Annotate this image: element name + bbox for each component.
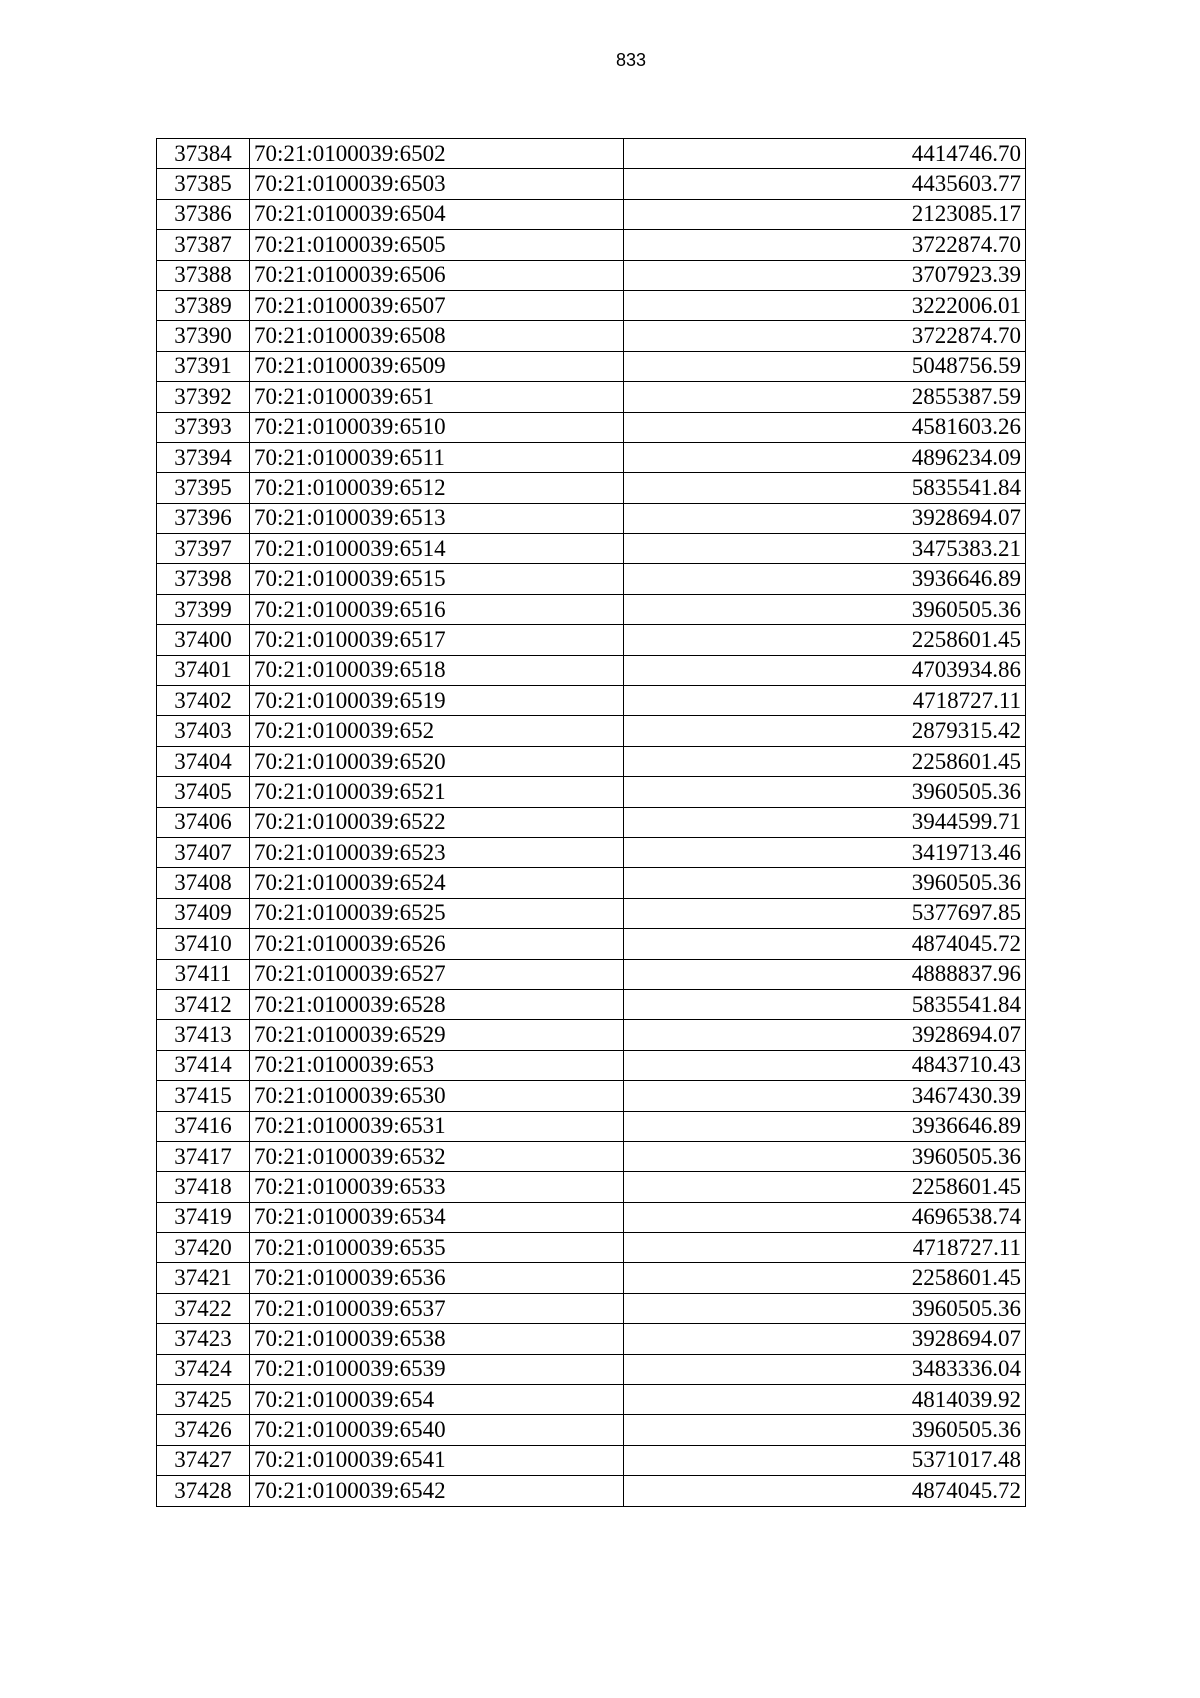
cadastral-number-cell: 70:21:0100039:6522 xyxy=(250,807,624,837)
row-number-cell: 37420 xyxy=(157,1233,250,1263)
cadastral-value-cell: 2123085.17 xyxy=(624,199,1026,229)
cadastral-value-cell: 4696538.74 xyxy=(624,1202,1026,1232)
cadastral-value-cell: 3928694.07 xyxy=(624,1324,1026,1354)
row-number-cell: 37391 xyxy=(157,351,250,381)
cadastral-number-cell: 70:21:0100039:6520 xyxy=(250,746,624,776)
table-row xyxy=(157,351,1026,381)
cadastral-value-cell: 5371017.48 xyxy=(624,1445,1026,1475)
row-number-cell: 37403 xyxy=(157,716,250,746)
table-row xyxy=(157,898,1026,928)
table-row xyxy=(157,1081,1026,1111)
table-row xyxy=(157,1354,1026,1384)
row-number-cell: 37392 xyxy=(157,382,250,412)
cadastral-value-cell: 5048756.59 xyxy=(624,351,1026,381)
table-row xyxy=(157,564,1026,594)
row-number-cell: 37411 xyxy=(157,959,250,989)
row-number-cell: 37398 xyxy=(157,564,250,594)
table-row xyxy=(157,199,1026,229)
row-number-cell: 37399 xyxy=(157,594,250,624)
cadastral-number-cell: 70:21:0100039:6528 xyxy=(250,989,624,1019)
table-body xyxy=(157,139,1026,1507)
row-number-cell: 37425 xyxy=(157,1385,250,1415)
cadastral-number-cell: 70:21:0100039:6504 xyxy=(250,199,624,229)
cadastral-number-cell: 70:21:0100039:6515 xyxy=(250,564,624,594)
row-number-cell: 37387 xyxy=(157,230,250,260)
table-row xyxy=(157,777,1026,807)
row-number-cell: 37389 xyxy=(157,290,250,320)
cadastral-number-cell: 70:21:0100039:6518 xyxy=(250,655,624,685)
cadastral-number-cell: 70:21:0100039:6533 xyxy=(250,1172,624,1202)
row-number-cell: 37427 xyxy=(157,1445,250,1475)
cadastral-number-cell: 70:21:0100039:6531 xyxy=(250,1111,624,1141)
table-row xyxy=(157,1172,1026,1202)
cadastral-number-cell: 70:21:0100039:6512 xyxy=(250,473,624,503)
cadastral-value-table xyxy=(156,138,1026,1507)
row-number-cell: 37386 xyxy=(157,199,250,229)
table-row xyxy=(157,716,1026,746)
table-row xyxy=(157,382,1026,412)
table-row xyxy=(157,1050,1026,1080)
row-number-cell: 37426 xyxy=(157,1415,250,1445)
table-row xyxy=(157,260,1026,290)
row-number-cell: 37412 xyxy=(157,989,250,1019)
table-row xyxy=(157,1263,1026,1293)
cadastral-value-cell: 5835541.84 xyxy=(624,989,1026,1019)
cadastral-value-cell: 3483336.04 xyxy=(624,1354,1026,1384)
cadastral-number-cell: 70:21:0100039:6513 xyxy=(250,503,624,533)
cadastral-number-cell: 70:21:0100039:6536 xyxy=(250,1263,624,1293)
row-number-cell: 37414 xyxy=(157,1050,250,1080)
row-number-cell: 37416 xyxy=(157,1111,250,1141)
table-row xyxy=(157,1324,1026,1354)
cadastral-value-cell: 3928694.07 xyxy=(624,503,1026,533)
cadastral-value-cell: 3222006.01 xyxy=(624,290,1026,320)
cadastral-value-cell: 3722874.70 xyxy=(624,321,1026,351)
cadastral-value-cell: 5377697.85 xyxy=(624,898,1026,928)
table-row xyxy=(157,230,1026,260)
row-number-cell: 37396 xyxy=(157,503,250,533)
row-number-cell: 37395 xyxy=(157,473,250,503)
cadastral-value-cell: 4718727.11 xyxy=(624,686,1026,716)
cadastral-number-cell: 70:21:0100039:6510 xyxy=(250,412,624,442)
cadastral-number-cell: 70:21:0100039:6503 xyxy=(250,169,624,199)
cadastral-value-cell: 4718727.11 xyxy=(624,1233,1026,1263)
cadastral-value-cell: 4874045.72 xyxy=(624,929,1026,959)
table-row xyxy=(157,1476,1026,1506)
row-number-cell: 37428 xyxy=(157,1476,250,1506)
cadastral-number-cell: 70:21:0100039:6539 xyxy=(250,1354,624,1384)
cadastral-number-cell: 70:21:0100039:6526 xyxy=(250,929,624,959)
table-row xyxy=(157,989,1026,1019)
cadastral-value-cell: 3944599.71 xyxy=(624,807,1026,837)
row-number-cell: 37390 xyxy=(157,321,250,351)
table-row xyxy=(157,503,1026,533)
table-row xyxy=(157,1020,1026,1050)
cadastral-value-cell: 4888837.96 xyxy=(624,959,1026,989)
row-number-cell: 37401 xyxy=(157,655,250,685)
table-row xyxy=(157,807,1026,837)
cadastral-value-cell: 3707923.39 xyxy=(624,260,1026,290)
row-number-cell: 37417 xyxy=(157,1141,250,1171)
cadastral-number-cell: 70:21:0100039:651 xyxy=(250,382,624,412)
cadastral-number-cell: 70:21:0100039:6534 xyxy=(250,1202,624,1232)
row-number-cell: 37397 xyxy=(157,534,250,564)
cadastral-value-cell: 4703934.86 xyxy=(624,655,1026,685)
cadastral-value-cell: 3722874.70 xyxy=(624,230,1026,260)
table-row xyxy=(157,290,1026,320)
row-number-cell: 37415 xyxy=(157,1081,250,1111)
table-row xyxy=(157,442,1026,472)
table-row xyxy=(157,594,1026,624)
cadastral-value-cell: 3960505.36 xyxy=(624,1415,1026,1445)
row-number-cell: 37407 xyxy=(157,837,250,867)
cadastral-value-cell: 4581603.26 xyxy=(624,412,1026,442)
cadastral-number-cell: 70:21:0100039:654 xyxy=(250,1385,624,1415)
table-row xyxy=(157,139,1026,169)
cadastral-number-cell: 70:21:0100039:6525 xyxy=(250,898,624,928)
table-row xyxy=(157,746,1026,776)
row-number-cell: 37404 xyxy=(157,746,250,776)
cadastral-value-cell: 3960505.36 xyxy=(624,1293,1026,1323)
row-number-cell: 37421 xyxy=(157,1263,250,1293)
table-row xyxy=(157,1385,1026,1415)
cadastral-number-cell: 70:21:0100039:6529 xyxy=(250,1020,624,1050)
cadastral-value-cell: 4843710.43 xyxy=(624,1050,1026,1080)
cadastral-value-cell: 3960505.36 xyxy=(624,777,1026,807)
cadastral-value-cell: 3467430.39 xyxy=(624,1081,1026,1111)
table-row xyxy=(157,837,1026,867)
row-number-cell: 37385 xyxy=(157,169,250,199)
cadastral-number-cell: 70:21:0100039:6507 xyxy=(250,290,624,320)
row-number-cell: 37400 xyxy=(157,625,250,655)
cadastral-value-cell: 2258601.45 xyxy=(624,1263,1026,1293)
cadastral-number-cell: 70:21:0100039:6540 xyxy=(250,1415,624,1445)
cadastral-value-cell: 4414746.70 xyxy=(624,139,1026,169)
table-row xyxy=(157,412,1026,442)
row-number-cell: 37394 xyxy=(157,442,250,472)
table-row xyxy=(157,1202,1026,1232)
cadastral-number-cell: 70:21:0100039:6514 xyxy=(250,534,624,564)
page-number: 833 xyxy=(615,50,647,70)
row-number-cell: 37409 xyxy=(157,898,250,928)
cadastral-value-cell: 3960505.36 xyxy=(624,594,1026,624)
cadastral-number-cell: 70:21:0100039:6535 xyxy=(250,1233,624,1263)
cadastral-number-cell: 70:21:0100039:6521 xyxy=(250,777,624,807)
cadastral-number-cell: 70:21:0100039:6538 xyxy=(250,1324,624,1354)
row-number-cell: 37419 xyxy=(157,1202,250,1232)
cadastral-number-cell: 70:21:0100039:6524 xyxy=(250,868,624,898)
cadastral-number-cell: 70:21:0100039:6541 xyxy=(250,1445,624,1475)
cadastral-value-cell: 5835541.84 xyxy=(624,473,1026,503)
row-number-cell: 37422 xyxy=(157,1293,250,1323)
cadastral-value-cell: 3960505.36 xyxy=(624,868,1026,898)
cadastral-number-cell: 70:21:0100039:6517 xyxy=(250,625,624,655)
table-row xyxy=(157,1141,1026,1171)
row-number-cell: 37408 xyxy=(157,868,250,898)
table-row xyxy=(157,686,1026,716)
row-number-cell: 37402 xyxy=(157,686,250,716)
table-row xyxy=(157,1415,1026,1445)
cadastral-value-cell: 4874045.72 xyxy=(624,1476,1026,1506)
table-row xyxy=(157,655,1026,685)
cadastral-number-cell: 70:21:0100039:6516 xyxy=(250,594,624,624)
cadastral-number-cell: 70:21:0100039:652 xyxy=(250,716,624,746)
row-number-cell: 37405 xyxy=(157,777,250,807)
table-row xyxy=(157,534,1026,564)
cadastral-number-cell: 70:21:0100039:6537 xyxy=(250,1293,624,1323)
table-row xyxy=(157,1445,1026,1475)
cadastral-value-cell: 3960505.36 xyxy=(624,1141,1026,1171)
table-row xyxy=(157,169,1026,199)
row-number-cell: 37410 xyxy=(157,929,250,959)
cadastral-value-cell: 3928694.07 xyxy=(624,1020,1026,1050)
cadastral-value-cell: 2258601.45 xyxy=(624,625,1026,655)
cadastral-value-cell: 3475383.21 xyxy=(624,534,1026,564)
row-number-cell: 37388 xyxy=(157,260,250,290)
cadastral-value-cell: 3419713.46 xyxy=(624,837,1026,867)
row-number-cell: 37393 xyxy=(157,412,250,442)
table-row xyxy=(157,959,1026,989)
row-number-cell: 37406 xyxy=(157,807,250,837)
table-row xyxy=(157,868,1026,898)
table-row xyxy=(157,929,1026,959)
table-row xyxy=(157,473,1026,503)
table-row xyxy=(157,321,1026,351)
cadastral-value-cell: 2855387.59 xyxy=(624,382,1026,412)
cadastral-number-cell: 70:21:0100039:6506 xyxy=(250,260,624,290)
cadastral-number-cell: 70:21:0100039:6527 xyxy=(250,959,624,989)
cadastral-value-cell: 3936646.89 xyxy=(624,1111,1026,1141)
cadastral-value-cell: 4896234.09 xyxy=(624,442,1026,472)
cadastral-number-cell: 70:21:0100039:6511 xyxy=(250,442,624,472)
cadastral-number-cell: 70:21:0100039:6523 xyxy=(250,837,624,867)
cadastral-value-cell: 2879315.42 xyxy=(624,716,1026,746)
cadastral-value-cell: 2258601.45 xyxy=(624,1172,1026,1202)
row-number-cell: 37413 xyxy=(157,1020,250,1050)
row-number-cell: 37384 xyxy=(157,139,250,169)
cadastral-number-cell: 70:21:0100039:6530 xyxy=(250,1081,624,1111)
table-row xyxy=(157,1293,1026,1323)
cadastral-value-cell: 3936646.89 xyxy=(624,564,1026,594)
row-number-cell: 37423 xyxy=(157,1324,250,1354)
cadastral-number-cell: 70:21:0100039:6505 xyxy=(250,230,624,260)
cadastral-value-cell: 4435603.77 xyxy=(624,169,1026,199)
cadastral-number-cell: 70:21:0100039:6509 xyxy=(250,351,624,381)
row-number-cell: 37424 xyxy=(157,1354,250,1384)
table-row xyxy=(157,1111,1026,1141)
table-row xyxy=(157,1233,1026,1263)
cadastral-number-cell: 70:21:0100039:6542 xyxy=(250,1476,624,1506)
table-row xyxy=(157,625,1026,655)
cadastral-number-cell: 70:21:0100039:6532 xyxy=(250,1141,624,1171)
cadastral-value-cell: 4814039.92 xyxy=(624,1385,1026,1415)
cadastral-number-cell: 70:21:0100039:6519 xyxy=(250,686,624,716)
cadastral-number-cell: 70:21:0100039:6502 xyxy=(250,139,624,169)
row-number-cell: 37418 xyxy=(157,1172,250,1202)
cadastral-number-cell: 70:21:0100039:6508 xyxy=(250,321,624,351)
cadastral-number-cell: 70:21:0100039:653 xyxy=(250,1050,624,1080)
cadastral-value-cell: 2258601.45 xyxy=(624,746,1026,776)
